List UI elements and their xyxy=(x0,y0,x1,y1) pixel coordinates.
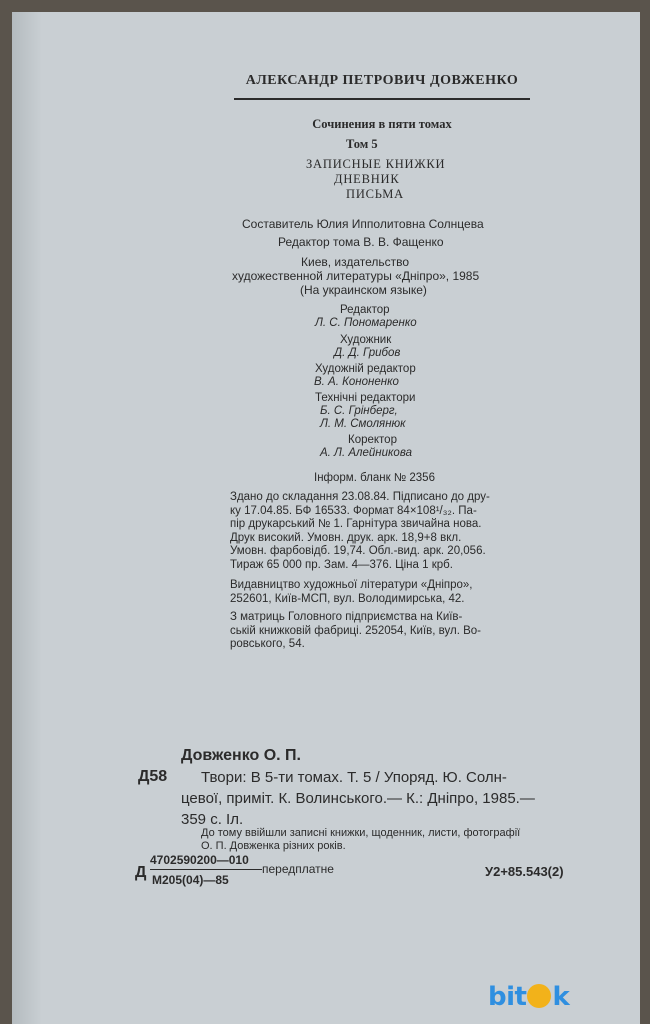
volume-editor-line: Редактор тома В. В. Фащенко xyxy=(278,235,444,249)
author-name: АЛЕКСАНДР ПЕТРОВИЧ ДОВЖЕНКО xyxy=(245,73,519,88)
publisher-address: Видавництво художньої літератури «Дніпро», 252601, Київ-МСП, вул. Володимирська, 42. xyxy=(230,579,473,605)
printer-address: З матриць Головного підприємства на Київ- ській книжковій фабриці. 252054, Київ, вул. Во- ровського, 54. xyxy=(230,611,482,650)
inform-blank: Інформ. бланк № 2356 xyxy=(314,472,435,484)
card-entry-line-2: цевої, приміт. К. Волинського.— К.: Дніпро, 1985.— xyxy=(181,790,535,807)
classification-code: У2+85.543(2) xyxy=(485,864,564,879)
staff-names: В. А. Кононенко xyxy=(314,376,399,388)
staff-names: Б. С. Грінберг, Л. М. Смолянюк xyxy=(320,405,406,430)
staff-names: Л. С. Пономаренко xyxy=(315,317,417,329)
contents-line-2: ДНЕВНИК xyxy=(334,172,400,186)
staff-role: Художник xyxy=(340,334,392,346)
staff-role: Редактор xyxy=(340,304,390,316)
subscription-label: передплатне xyxy=(262,862,334,876)
fraction-denominator: М205(04)—85 xyxy=(152,873,229,887)
card-note: До тому ввійшли записні книжки, щоденник, листи, фотографії О. П. Довженка різних років. xyxy=(201,827,521,852)
fraction-numerator: 4702590200—010 xyxy=(150,853,249,867)
volume-number: Том 5 xyxy=(346,137,378,151)
watermark-badge-icon xyxy=(527,984,551,1008)
collection-title: Сочинения в пяти томах xyxy=(312,117,452,131)
author-rule xyxy=(234,98,530,100)
staff-names: А. Л. Алейникова xyxy=(320,447,412,459)
language-note: (На украинском языке) xyxy=(300,283,427,297)
card-entry-line-3: 359 с. Іл. xyxy=(181,811,244,828)
site-watermark-logo: bit k xyxy=(488,982,570,1012)
staff-names: Д. Д. Грибов xyxy=(334,347,401,359)
publisher-line-2: художественной литературы «Дніпро», 1985 xyxy=(232,269,480,283)
staff-role: Художній редактор xyxy=(315,363,416,375)
contents-line-1: ЗАПИСНЫЕ КНИЖКИ xyxy=(306,157,446,171)
card-index: Д58 xyxy=(138,768,168,785)
contents-line-3: ПИСЬМА xyxy=(346,187,405,201)
card-entry-line-1: Твори: В 5-ти томах. Т. 5 / Упоряд. Ю. Солн- xyxy=(201,769,507,786)
fraction-bar xyxy=(150,869,262,870)
staff-role: Технічні редактори xyxy=(315,392,416,404)
page-fold-shadow xyxy=(12,12,42,1024)
compiler-line: Составитель Юлия Ипполитовна Солнцева xyxy=(242,217,484,231)
staff-role: Коректор xyxy=(348,434,397,446)
print-info: Здано до складання 23.08.84. Підписано до дру- ку 17.04.85. БФ 16533. Формат 84×108¹/₃₂. Па- пір друкарський № 1. Гарнітура звичайна нова. Друк високий. Умовн. друк. арк. 18,9+8 вкл. Умовн. фарбовідб. 19,74. Обл.-вид. арк. 20,056. Тираж 65 000 пр. Зам. 4—376. Ціна 1 крб. xyxy=(230,491,490,571)
card-d-letter: Д xyxy=(135,864,147,881)
card-heading: Довженко О. П. xyxy=(181,747,301,764)
publisher-line-1: Киев, издательство xyxy=(301,255,410,269)
